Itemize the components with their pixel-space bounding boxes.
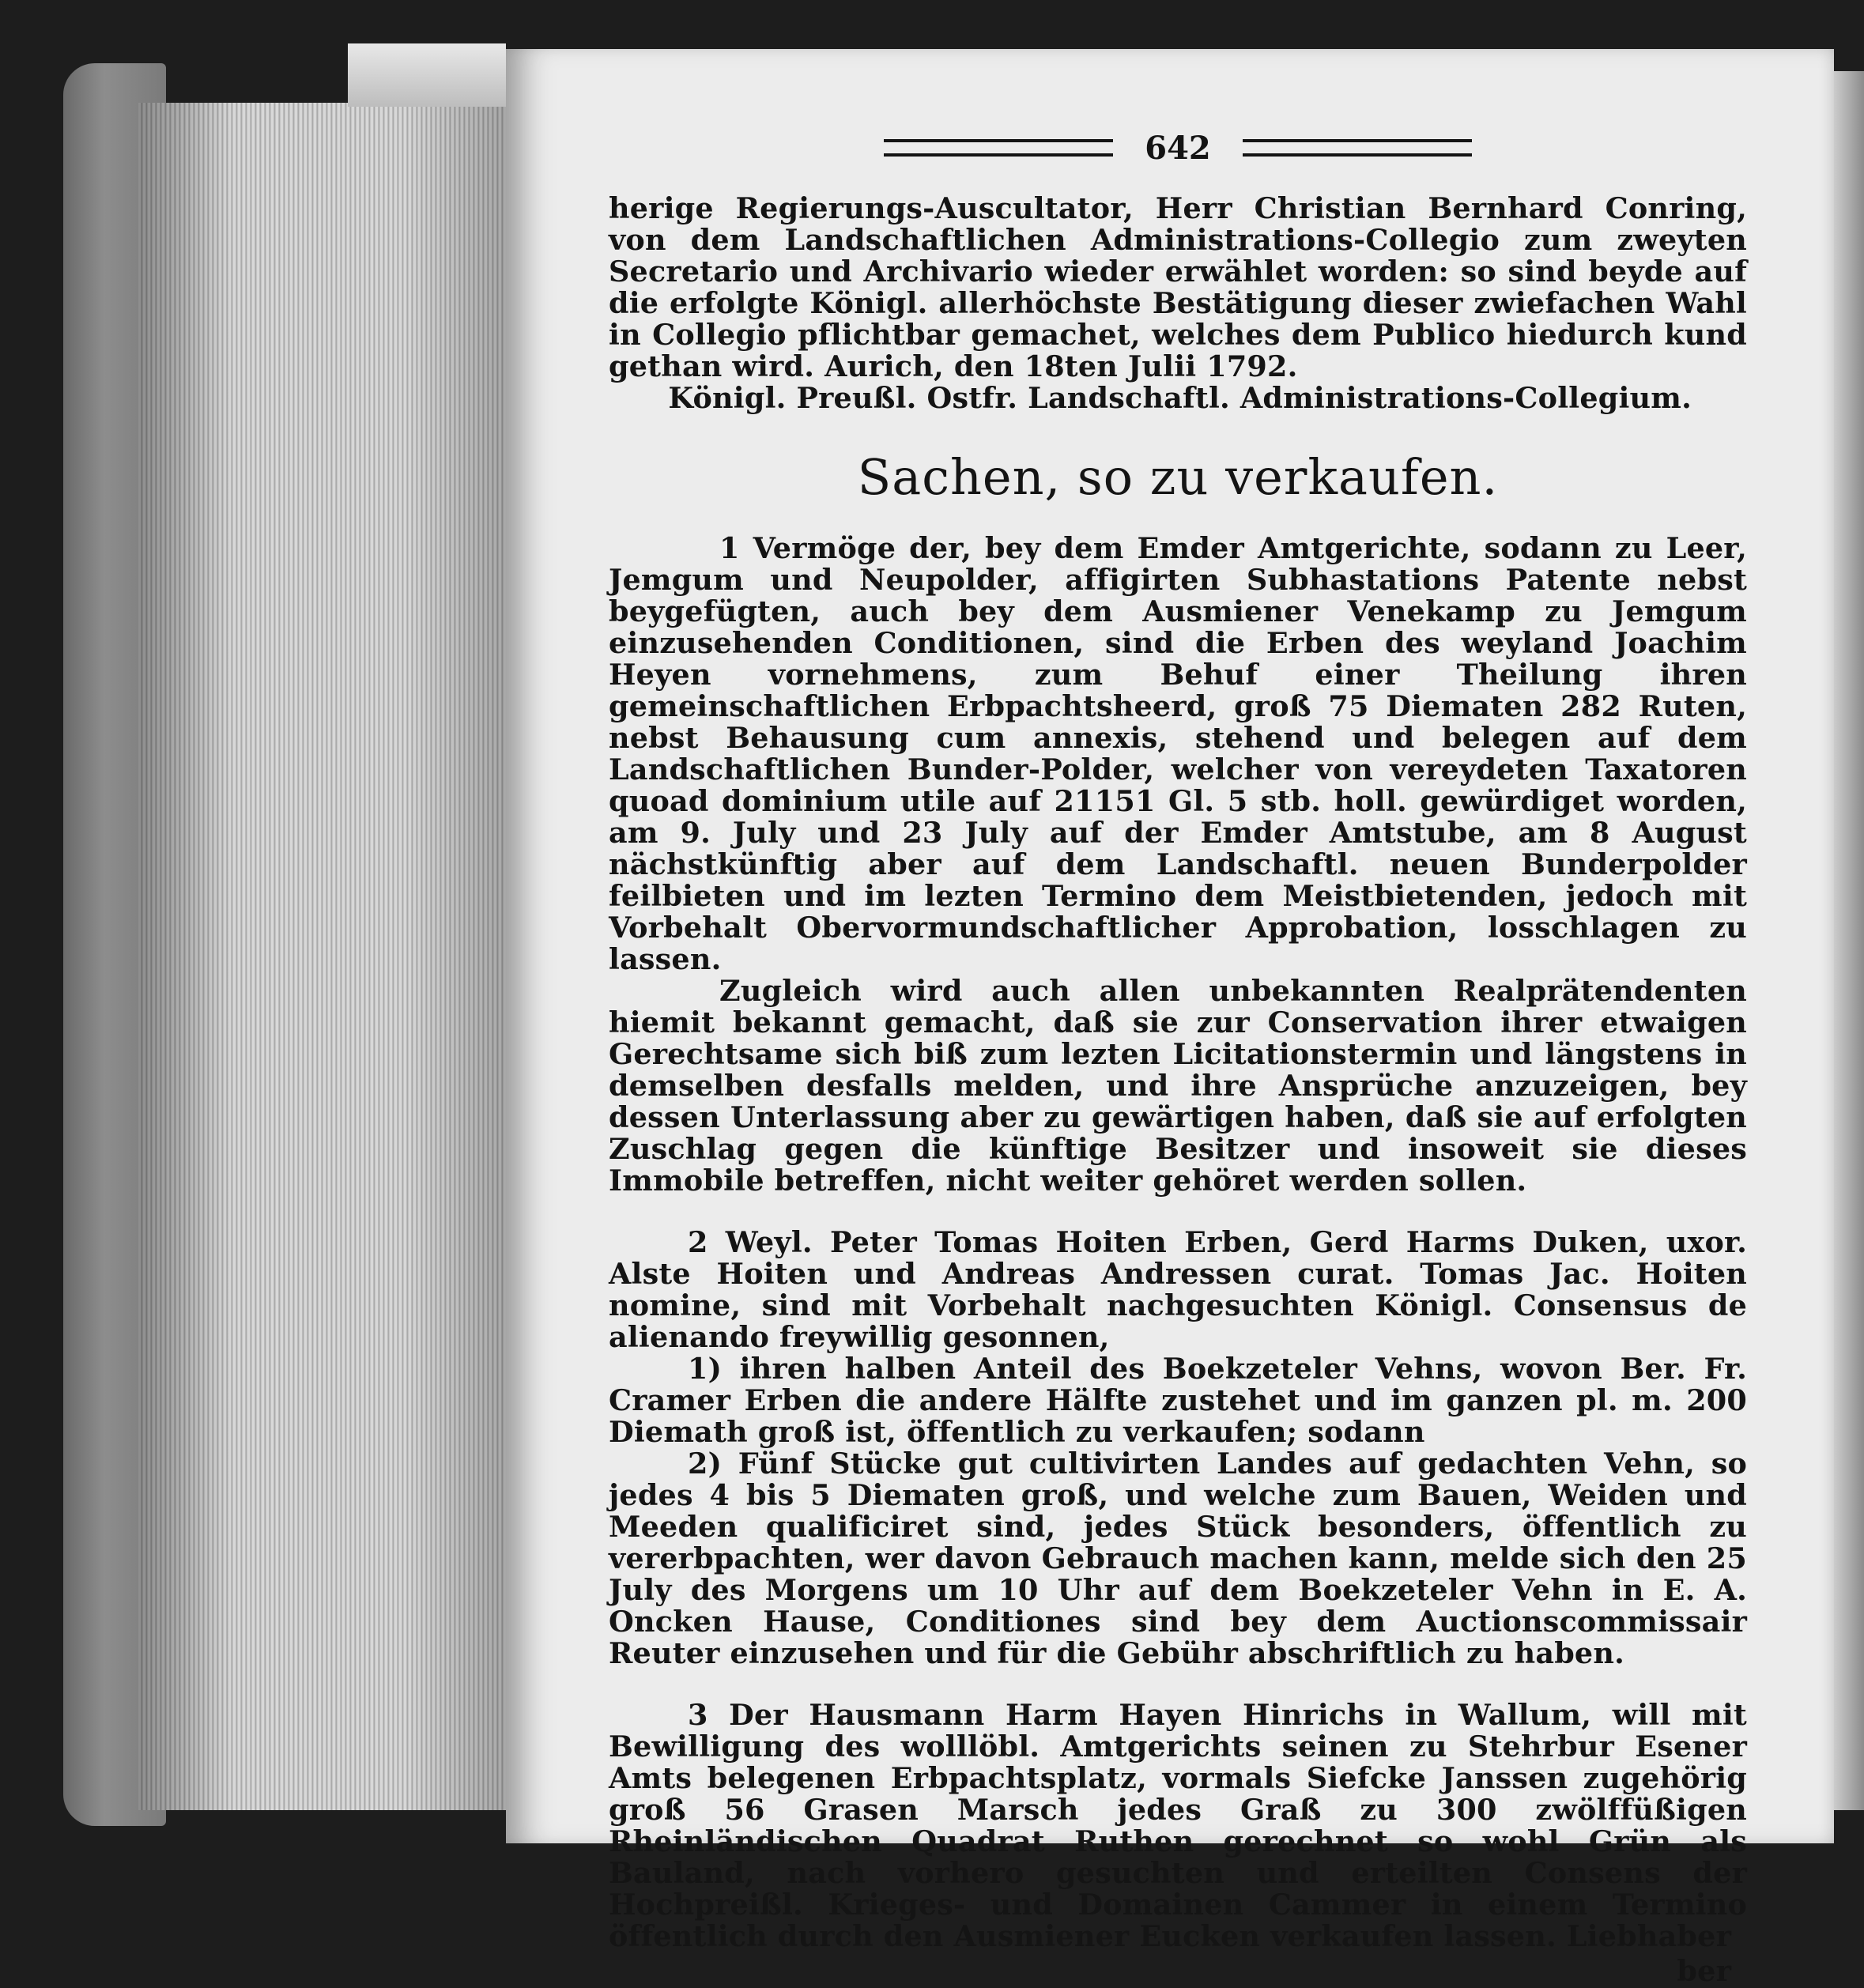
item-1-notice: Zugleich wird auch allen unbekannten Realprätendenten hiemit bekannt gemacht, daß sie zur Conservation ihrer etwaigen Gerechtsame sich biß zum lezten Licitationstermin und längstens in demselben desfalls melden, und ihre Ansprüche anzuzeigen, bey dessen Unterlassung aber zu gewärtigen haben, daß sie auf erfolgten Zuschlag gegen die künftige Besitzer und insoweit sie dieses Immobile betreffen, nicht weiter gehöret werden sollen. [609, 974, 1747, 1198]
item-3-paragraph: 3 Der Hausmann Harm Hayen Hinrichs in Wallum, will mit Bewilligung des wolllöbl. Amtgerichts seinen zu Stehrbur Esener Amts belegenen Erbpachtsplatz, vormals Siefcke Janssen zugehörig groß 56 Grasen Marsch jedes Graß zu 300 zwölffüßigen Rheinländischen Quadrat Ruthen gerechnet so wohl Grün als Bauland, nach vorhero gesuchten und erteilten Consens der Hochpreißl. Krieges- und Domainen Cammer in einem Termino öffentlich durch den Ausmiener Eucken verkaufen lassen. Liebhaber [609, 1698, 1747, 1953]
catchword: ber [1677, 1954, 1731, 1988]
book-page [506, 49, 1834, 1988]
page-gutter [348, 43, 506, 107]
section-heading: Sachen, so zu verkaufen. [857, 448, 1499, 506]
item-2-paragraph: 2 Weyl. Peter Tomas Hoiten Erben, Gerd Harms Duken, uxor. Alste Hoiten und Andreas Andressen curat. Tomas Jac. Hoiten nomine, sind mit Vorbehalt nachgesuchten Königl. Consensus de alienando freywillig gesonnen, [609, 1225, 1747, 1354]
item-1-paragraph: 1 Vermöge der, bey dem Emder Amtgerichte, sodann zu Leer, Jemgum und Neupolder, affigirten Subhastations Patente nebst beygefügten, auch bey dem Ausmiener Venekamp zu Jemgum einzusehenden Conditionen, sind die Erben des weyland Joachim Heyen vornehmens, zum Behuf einer Theilung ihren gemeinschaftlichen Erbpachtsheerd, groß 75 Diematen 282 Ruten, nebst Behausung cum annexis, stehend und belegen auf dem Landschaftlichen Bunder-Polder, welcher von vereydeten Taxatoren quoad dominium utile auf 21151 Gl. 5 stb. holl. gewürdiget worden, am 9. July und 23 July auf der Emder Amtstube, am 8 August nächstkünftig aber auf dem Landschaftl. neuen Bunderpolder feilbieten und im lezten Termino dem Meistbietenden, jedoch mit Vorbehalt Obervormundschaftlicher Approbation, losschlagen zu lassen. [609, 531, 1747, 976]
page-number: 642 [1145, 129, 1211, 167]
header-rule-left [884, 139, 1113, 157]
page-text [609, 120, 1747, 1987]
item-2-sub-1: 1) ihren halben Anteil des Boekzeteler Vehns, wovon Ber. Fr. Cramer Erben die andere Hälfte zustehet und im ganzen pl. m. 200 Diemath groß ist, öffentlich zu verkaufen; sodann [609, 1352, 1747, 1449]
next-page-edge [1832, 71, 1864, 1810]
page-edges [138, 103, 521, 1810]
header-rule-right [1243, 139, 1472, 157]
page-header [609, 120, 1747, 175]
spacer [609, 1669, 1747, 1699]
intro-paragraph: herige Regierungs-Auscultator, Herr Christian Bernhard Conring, von dem Landschaftlichen Administrations-Collegio zum zweyten Secretario und Archivario wieder erwählet worden: so sind beyde auf die erfolgte Königl. allerhöchste Bestätigung dieser zwiefachen Wahl in Collegio pflichtbar gemachet, welches dem Publico hiedurch kund gethan wird. Aurich, den 18ten Julii 1792. [609, 191, 1747, 383]
signature-line: Königl. Preußl. Ostfr. Landschaftl. Administrations-Collegium. [668, 381, 1692, 415]
item-2-sub-2: 2) Fünf Stücke gut cultivirten Landes auf gedachten Vehn, so jedes 4 bis 5 Diematen groß, und welche zum Bauen, Weiden und Meeden qualificiret sind, jedes Stück besonders, öffentlich zu vererbpachten, wer davon Gebrauch machen kann, melde sich den 25 July des Morgens um 10 Uhr auf dem Boekzeteler Vehn in E. A. Oncken Hause, Conditiones sind bey dem Auctionscommissair Reuter einzusehen und für die Gebühr abschriftlich zu haben. [609, 1447, 1747, 1670]
spacer [609, 1197, 1747, 1227]
